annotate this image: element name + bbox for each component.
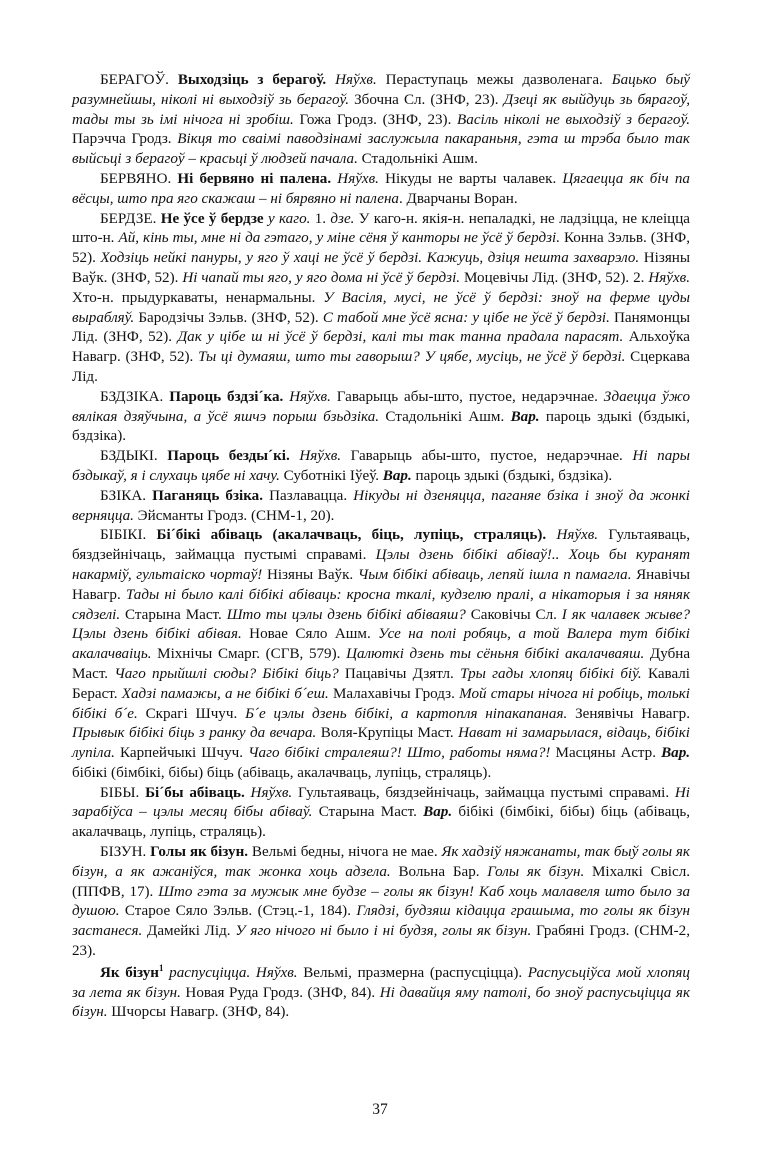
text-segment: Стадольнікі Ашм.	[379, 408, 511, 425]
text-segment: Бародзічы Зэльв. (ЗНФ, 52).	[134, 309, 323, 326]
text-segment: Новая Руда Гродз. (ЗНФ, 84).	[180, 984, 380, 1001]
idiom-phrase: Выходзіць з берагоў.	[177, 72, 327, 88]
example-text: Вікця то сваімі паводзінамі заслужыла пакараньня, гэта ш трэба было так выйсьці з берагоў – красьці ў людзей пачала.	[72, 131, 690, 168]
example-text: Мой стары нічога ні робіць, толькі бібікі б´е.	[72, 685, 690, 722]
text-segment: пароць здыкі (бздыкі, бздзіка).	[72, 408, 690, 445]
text-segment: Воля-Крупіцы Маст.	[316, 725, 459, 742]
example-text: Ні зарабіўса – цэлы месяц бібы абіваў.	[72, 784, 690, 821]
text-segment	[546, 527, 556, 543]
text-segment: Гаварыць абы-што, пустое, недарэчнае.	[341, 448, 633, 465]
example-text: Нікуды ні дзеняцца, паганяе бзіка і зноў да жонкі верняцца.	[72, 487, 690, 524]
dictionary-entry	[72, 964, 690, 1023]
text-segment: Нікуды не варты чалавек.	[378, 170, 563, 187]
example-text: Цэлы дзень бібікі абіваў!.. Хоць бы куранят накарміў, гультаіско чортаў!	[72, 547, 690, 583]
example-text: Ходзіць нейкі пануры, у яго ў хаці не ўсё ў бердзі. Кажуць, дзіця нешта захварэло.	[100, 250, 640, 267]
dictionary-entry	[72, 170, 690, 210]
variant-label: Вар.	[423, 804, 453, 821]
example-text: Няўхв.	[299, 448, 342, 465]
example-text: Цягаецца як біч па вёсцы, што пра яго скажаш – ні бярвяно ні палена	[72, 170, 690, 207]
example-text: Чаго прыйшлі сюды? Бібікі біць?	[114, 665, 339, 682]
example-text: Чым бібікі абіваць, лепяй ішла п памагла.	[357, 566, 632, 583]
entry-headword: БЗІКА.	[100, 487, 146, 504]
dictionary-entry	[72, 784, 690, 843]
page-number: 37	[372, 1101, 388, 1118]
homonym-index: 1	[159, 962, 164, 973]
text-segment: Вольна Бар.	[390, 863, 488, 880]
example-text: Што гэта за мужык мне будзе – голы як бізун! Каб хоць малавеля што было за душою.	[72, 883, 690, 920]
text-segment: Старына Маст.	[120, 606, 227, 623]
text-segment: Шчорсы Навагр. (ЗНФ, 84).	[107, 1004, 290, 1021]
text-segment: Конна Зэльв. (ЗНФ, 52).	[72, 230, 690, 267]
variant-label: Вар.	[382, 467, 412, 484]
text-segment: Гультаяваць, бяздзейнічаць, займацца пустымі справамі.	[292, 784, 675, 801]
example-text: распусціцца. Няўхв.	[169, 964, 298, 981]
idiom-phrase: Бі´бы абіваць.	[145, 784, 245, 801]
example-text: Хадзі памажы, а не бібікі б´еш.	[121, 685, 329, 702]
idiom-phrase: Бі´бікі абіваць (акалачваць, біць, лупіць, страляць).	[156, 527, 547, 544]
example-text: Нават ні замарылася, відаць, бібікі лупіла.	[72, 725, 690, 762]
text-segment: Пазлавацца.	[263, 487, 354, 504]
dictionary-entry	[72, 388, 690, 447]
text-segment: Масцяны Астр.	[550, 745, 662, 762]
entry-headword: БЗДЫКІ.	[100, 448, 158, 465]
text-segment: Малахавічы Гродз.	[328, 685, 460, 702]
example-text: Як хадзіў няжанаты, так быў голы як бізун, а як ажаніўся, так жонка хоць адзела.	[72, 844, 690, 880]
example-text: Бацько быў разумнейшы, ніколі ні выходзіў зь берагоў.	[72, 72, 690, 108]
example-text: Няўхв.	[648, 269, 690, 286]
example-text: Распусьціўса мой хлопяц за лета як бізун.	[72, 964, 690, 1001]
entry-headword: БІБЫ.	[100, 784, 140, 801]
example-text: Няўхв.	[289, 388, 331, 405]
dictionary-entry	[72, 71, 690, 170]
example-text: Тады ні было калі бібікі абіваць: кросна ткалі, кудзелю пралі, а нікаторыя і за няняк сядзелі.	[72, 586, 691, 623]
idiom-phrase: Паганяць бзіка.	[152, 487, 264, 504]
example-text: Голы як бізун.	[487, 863, 585, 880]
text-segment: У каго-н. якія-н. непаладкі, не ладзіцца, не клеіцца што-н.	[72, 210, 690, 247]
example-text: Чаго бібікі стралеяш?! Што, работы няма?!	[248, 745, 551, 762]
example-text: Ты ці думаяш, што ты гаворыш? У цябе, мусіць, не ўсё ў бердзі.	[198, 349, 626, 366]
text-segment: Нізяны Ваўк. (ЗНФ, 52).	[72, 250, 690, 286]
text-segment: Старое Сяло Зэльв. (Стэц.-1, 184).	[119, 903, 357, 920]
variant-label: Вар.	[661, 745, 691, 762]
text-segment: Кавалі Бераст.	[72, 665, 690, 702]
text-segment: Карпейчыкі Шчуч.	[114, 745, 249, 762]
example-text: у каго.	[267, 210, 311, 227]
text-segment: Янавічы Навагр.	[72, 566, 690, 603]
example-text: Няўхв.	[250, 784, 293, 801]
dictionary-entry	[72, 447, 690, 487]
example-text: Няўхв.	[337, 170, 379, 187]
example-text: Прывык бібікі біць з ранку да вечара.	[72, 725, 317, 742]
idiom-phrase: Пароць бздзі´ка.	[169, 388, 284, 405]
text-segment	[290, 448, 300, 464]
idiom-phrase: Голы як бізун.	[150, 844, 249, 861]
text-segment: Стадольнікі Ашм.	[357, 151, 478, 168]
entry-headword: БІБІКІ.	[100, 527, 147, 544]
text-segment: Пераступаць межы дазволенага.	[376, 72, 612, 88]
entry-headword: БЗДЗІКА.	[100, 388, 164, 405]
example-text: І як чалавек жыве? Цэлы дзень бібікі абівая.	[72, 606, 691, 643]
dictionary-entry	[72, 526, 690, 783]
entry-headword: БЕРАГОЎ.	[100, 72, 169, 88]
text-segment	[326, 72, 335, 88]
text-segment: Эйсманты Гродз. (СНМ-1, 20).	[133, 507, 335, 524]
text-segment: Гультаяваць, бяздзейнічаць, займацца пустымі справамі.	[72, 527, 690, 564]
text-segment: Пацавічы Дзятл.	[338, 665, 461, 682]
example-text: Васіль ніколі не выходзіў з берагоў.	[457, 111, 690, 128]
text-segment: Альхоўка Навагр. (ЗНФ, 52).	[72, 329, 690, 366]
text-segment: Міхнічы Смарг. (СГВ, 579).	[151, 646, 347, 663]
entry-headword: БІЗУН.	[100, 844, 147, 861]
example-text: Няўхв.	[335, 72, 377, 88]
example-text: Цалюткі дзень ты сёньня бібікі акалачваяш.	[346, 646, 645, 663]
example-text: Б´е цэлы дзень бібікі, а картопля ніпакапаная.	[245, 705, 568, 722]
example-text: Глядзі, будзяш кідацца грашыма, то голы як бізун застанеся.	[72, 903, 690, 940]
idiom-phrase: Ні бервяно ні палена.	[177, 170, 332, 187]
example-text: Здаецца ўжо вялікая дзяўчына, а ўсё яшчэ порыш бзьдзіка.	[72, 388, 691, 425]
text-segment: . Дварчаны Воран.	[398, 190, 518, 207]
text-segment: Вельмі, празмерна (распусціцца).	[297, 964, 528, 981]
example-text: Што ты цэлы дзень бібікі абіваяш?	[226, 606, 466, 623]
example-text: Ні чапай ты яго, у яго дома ні ўсё ў бердзі.	[182, 269, 461, 286]
entry-headword: БЕРВЯНО.	[100, 170, 172, 187]
text-segment: Скрагі Шчуч.	[137, 705, 246, 722]
text-segment: пароць здыкі (бздыкі, бздзіка).	[411, 467, 613, 484]
text-segment: Збочна Сл. (ЗНФ, 23).	[349, 91, 504, 108]
text-segment: Дубна Маст.	[72, 646, 691, 682]
text-segment: Дамейкі Лід.	[142, 923, 236, 940]
text-segment: Новае Сяло Ашм.	[241, 626, 379, 643]
example-text: дзе.	[330, 210, 355, 227]
variant-label: Вар.	[510, 408, 540, 425]
text-segment: Міхалкі Свісл. (ППФВ, 17).	[72, 863, 690, 900]
example-text: Дзеці як выйдуць зь бярагоў, тады ты зь імі нічога ні зробіш.	[72, 91, 690, 128]
example-text: Ні пары бздыкаў, я і слухаць цябе ні хачу.	[72, 448, 691, 484]
example-text: У Васіля, мусі, не ўсё ў бердзі: зноў на ферме цуды вырабляў.	[72, 289, 690, 326]
dictionary-entry	[72, 210, 690, 388]
text-segment: Грабяні Гродз. (СНМ-2, 23).	[72, 923, 690, 960]
text-segment: Гожа Гродз. (ЗНФ, 23).	[293, 111, 458, 128]
example-text: Ай, кінь ты, мне ні да гэтаго, у міне сёня ў канторы не ўсё ў бердзі.	[118, 230, 560, 247]
text-segment: 1.	[310, 210, 331, 227]
text-segment: Суботнікі Іўеў.	[279, 467, 383, 484]
dictionary-entry	[72, 843, 690, 962]
example-text: Няўхв.	[556, 527, 599, 544]
text-segment: Гаварыць абы-што, пустое, недарэчнае.	[330, 388, 604, 405]
idiom-phrase: Пароць безды´кі.	[167, 448, 290, 465]
entry-headword: БЕРДЗЕ.	[100, 210, 157, 227]
text-segment: Хто-н. прыдуркаваты, ненармальны.	[72, 289, 324, 306]
text-segment: Вельмі бедны, нічога не мае.	[248, 844, 442, 861]
example-text: Ні давайця яму патолі, бо зноў распусьціцца як бізун.	[72, 984, 691, 1021]
dictionary-page	[72, 71, 690, 1023]
text-segment: Саковічы Сл.	[465, 606, 562, 623]
entry-headword: Як бізун	[100, 964, 159, 981]
text-segment: бібікі (бімбікі, бібы) біць (абіваць, акалачваць, лупіць, страляць).	[72, 804, 690, 841]
text-segment: Сцеркава Лід.	[72, 349, 690, 385]
text-segment: Моцевічы Лід. (ЗНФ, 52). 2.	[460, 269, 649, 286]
example-text: Тры гады хлопяц бібікі біў.	[460, 665, 642, 682]
example-text: Усе на полі робяць, а той Валера тут бібікі акалачваіць.	[72, 626, 690, 663]
example-text: С табой мне ўсё ясна: у цібе не ўсё ў бердзі.	[322, 309, 610, 326]
text-segment: Нізяны Ваўк.	[262, 566, 358, 583]
text-segment: Зенявічы Навагр.	[567, 705, 690, 722]
idiom-phrase: Не ўсе ў бердзе	[160, 210, 264, 227]
text-segment: Панямонцы Лід. (ЗНФ, 52).	[72, 309, 691, 346]
text-segment: бібікі (бімбікі, бібы) біць (абіваць, акалачваць, лупіць, страляць).	[72, 764, 492, 781]
text-segment: Парэчча Гродз.	[72, 131, 178, 148]
example-text: У яго нічого ні было і ні будзя, голы як бізун.	[235, 923, 532, 940]
text-segment: Старына Маст.	[312, 804, 424, 821]
example-text: Дак у цібе ш ні ўсё ў бердзі, калі ты так танна прадала парасят.	[177, 329, 624, 346]
dictionary-entry	[72, 487, 690, 527]
